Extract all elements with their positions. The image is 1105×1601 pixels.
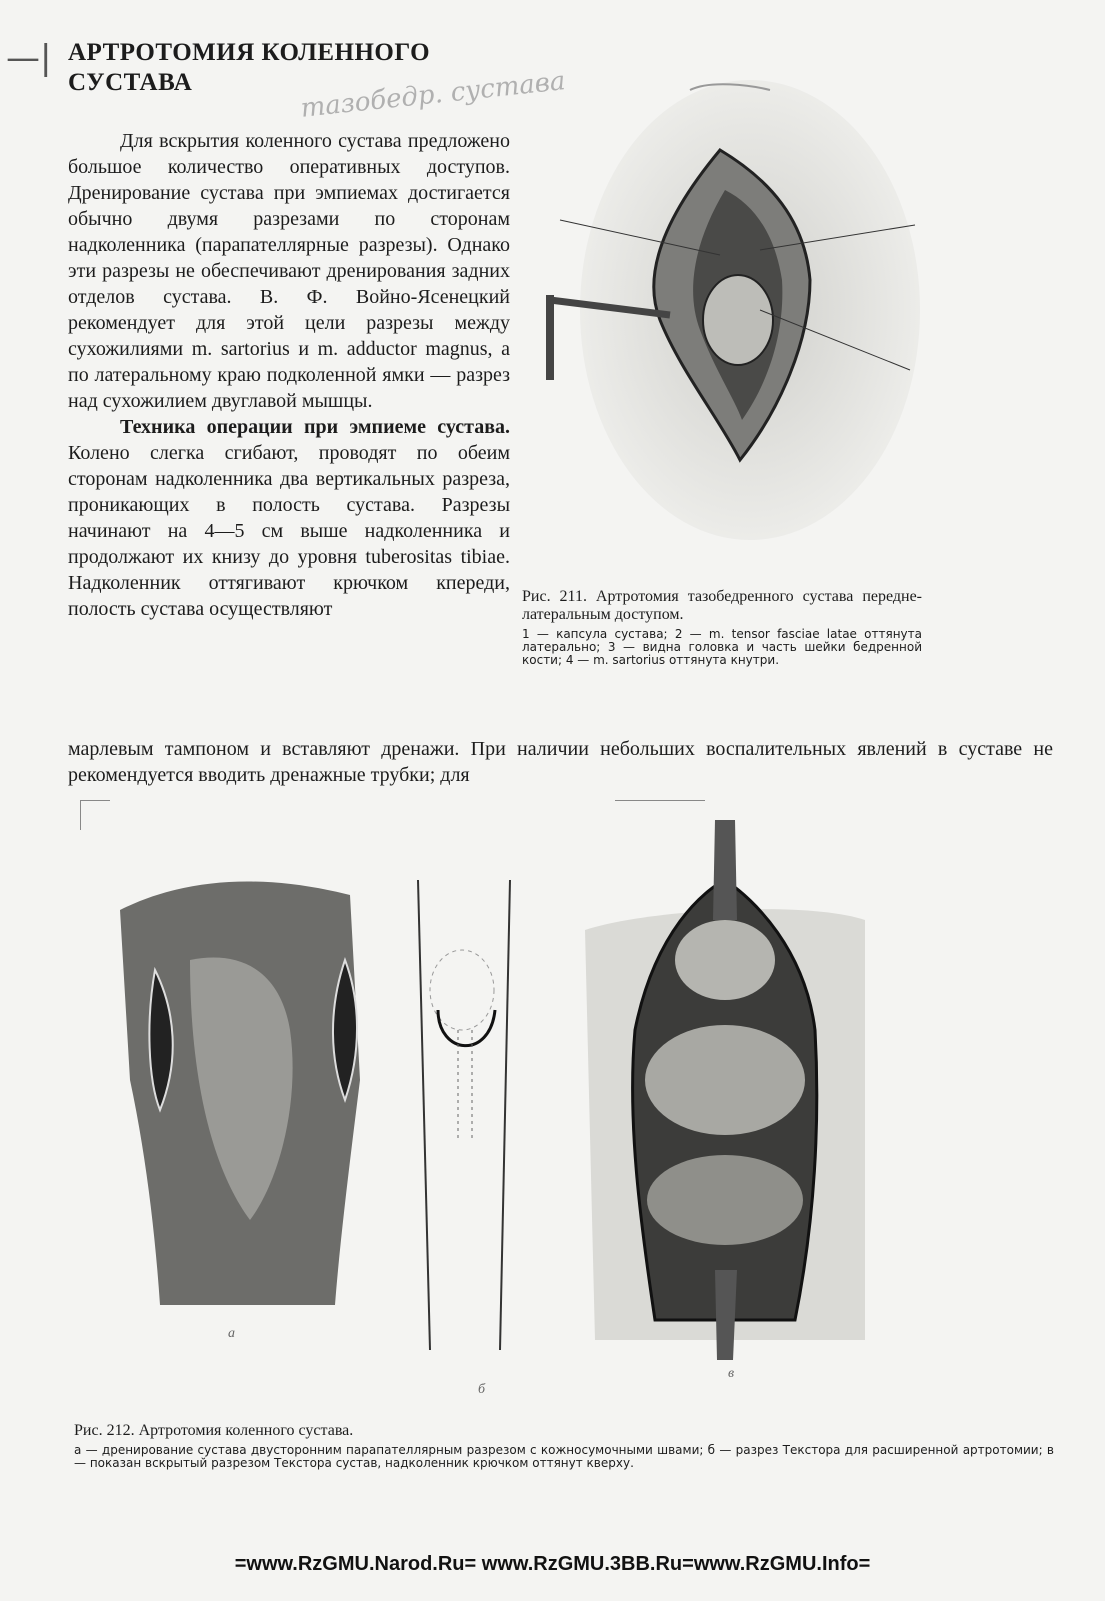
paragraph-technique — [68, 414, 510, 622]
figure-211-caption — [522, 588, 922, 667]
upper-retractor — [713, 820, 737, 920]
section-title-line2: СУСТАВА — [68, 69, 193, 96]
text-column — [68, 128, 510, 622]
leg-outline-left — [418, 880, 430, 1350]
figure-212-label-a: а — [228, 1326, 235, 1341]
text-continuation: марлевым тампоном и вставляют дренажи. При наличии небольших воспалительных явлений в суставе не рекомендуется вводить дренажные трубки; для — [68, 738, 1053, 786]
footer-watermark: =www.RzGMU.Narod.Ru= www.RzGMU.3BB.Ru=www.RzGMU.Info= — [234, 1553, 871, 1575]
figure-212-label-b: б — [478, 1382, 486, 1397]
figure-212-illustration-a — [80, 800, 410, 1360]
figure-212-caption-title: Рис. 212. Артротомия коленного сустава. — [74, 1422, 354, 1439]
handwritten-note: тазобедр. сустава — [299, 66, 567, 124]
margin-mark: —| — [6, 38, 52, 78]
corner-mark — [80, 800, 110, 830]
figure-211-caption-title: Рис. 211. Артротомия тазобедренного сустава передне-латеральным доступом. — [522, 588, 922, 623]
patella-retracted — [675, 920, 775, 1000]
figure-211-caption-text: 1 — капсула сустава; 2 — m. tensor fasciae latae оттянута латерально; 3 — видна головка и часть шейки бедренной кости; 4 — m. sartorius оттянута кнутри. — [522, 627, 922, 667]
femoral-head — [703, 275, 773, 365]
figure-211-illustration — [520, 40, 920, 550]
leg-outline-right — [500, 880, 510, 1350]
paragraph-intro: Для вскрытия коленного сустава предложено большое количество оперативных доступов. Дренирование сустава при эмпиемах достигается обычно двумя разрезами по сторонам надколенника (парапателлярные разрезы). Однако эти разрезы не обеспечивают дренирования задних отделов сустава. В. Ф. Войно-Ясенецкий рекомендует для этой цели разрезы между сухожилиями m. sartorius и m. adductor magnus, а по латеральному краю подколенной ямки — разрез над сухожилием двуглавой мышцы. — [68, 130, 510, 412]
figure-212-label-c: в — [728, 1366, 735, 1381]
figure-212-caption-text: а — дренирование сустава двусторонним парапателлярным разрезом с кожносумочными швами; б — разрез Текстора для расширенной артротомии; в — показан вскрытый разрезом Текстора сустав, надколенник крючком оттянут кверху. — [74, 1443, 1054, 1470]
figure-212-caption — [74, 1422, 1054, 1470]
femoral-condyles — [645, 1025, 805, 1135]
technique-text: Колено слегка сгибают, проводят по обеим сторонам надколенника два вертикальных разреза, проникающих в полость сустава. Разрезы начинают на 4—5 см выше надколенника и продолжают их книзу до уровня tuberositas tibiae. Надколенник оттягивают крючком кпереди, полость сустава осуществляют — [68, 442, 510, 620]
figure-212-illustration-b — [410, 880, 520, 1350]
technique-heading: Техника операции при эмпиеме сустава. — [120, 416, 510, 438]
tibial-plateau — [647, 1155, 803, 1245]
figure-212-illustration-c — [565, 800, 885, 1370]
lower-retractor — [715, 1270, 737, 1360]
section-title-line1: АРТРОТОМИЯ КОЛЕННОГО — [68, 39, 431, 66]
